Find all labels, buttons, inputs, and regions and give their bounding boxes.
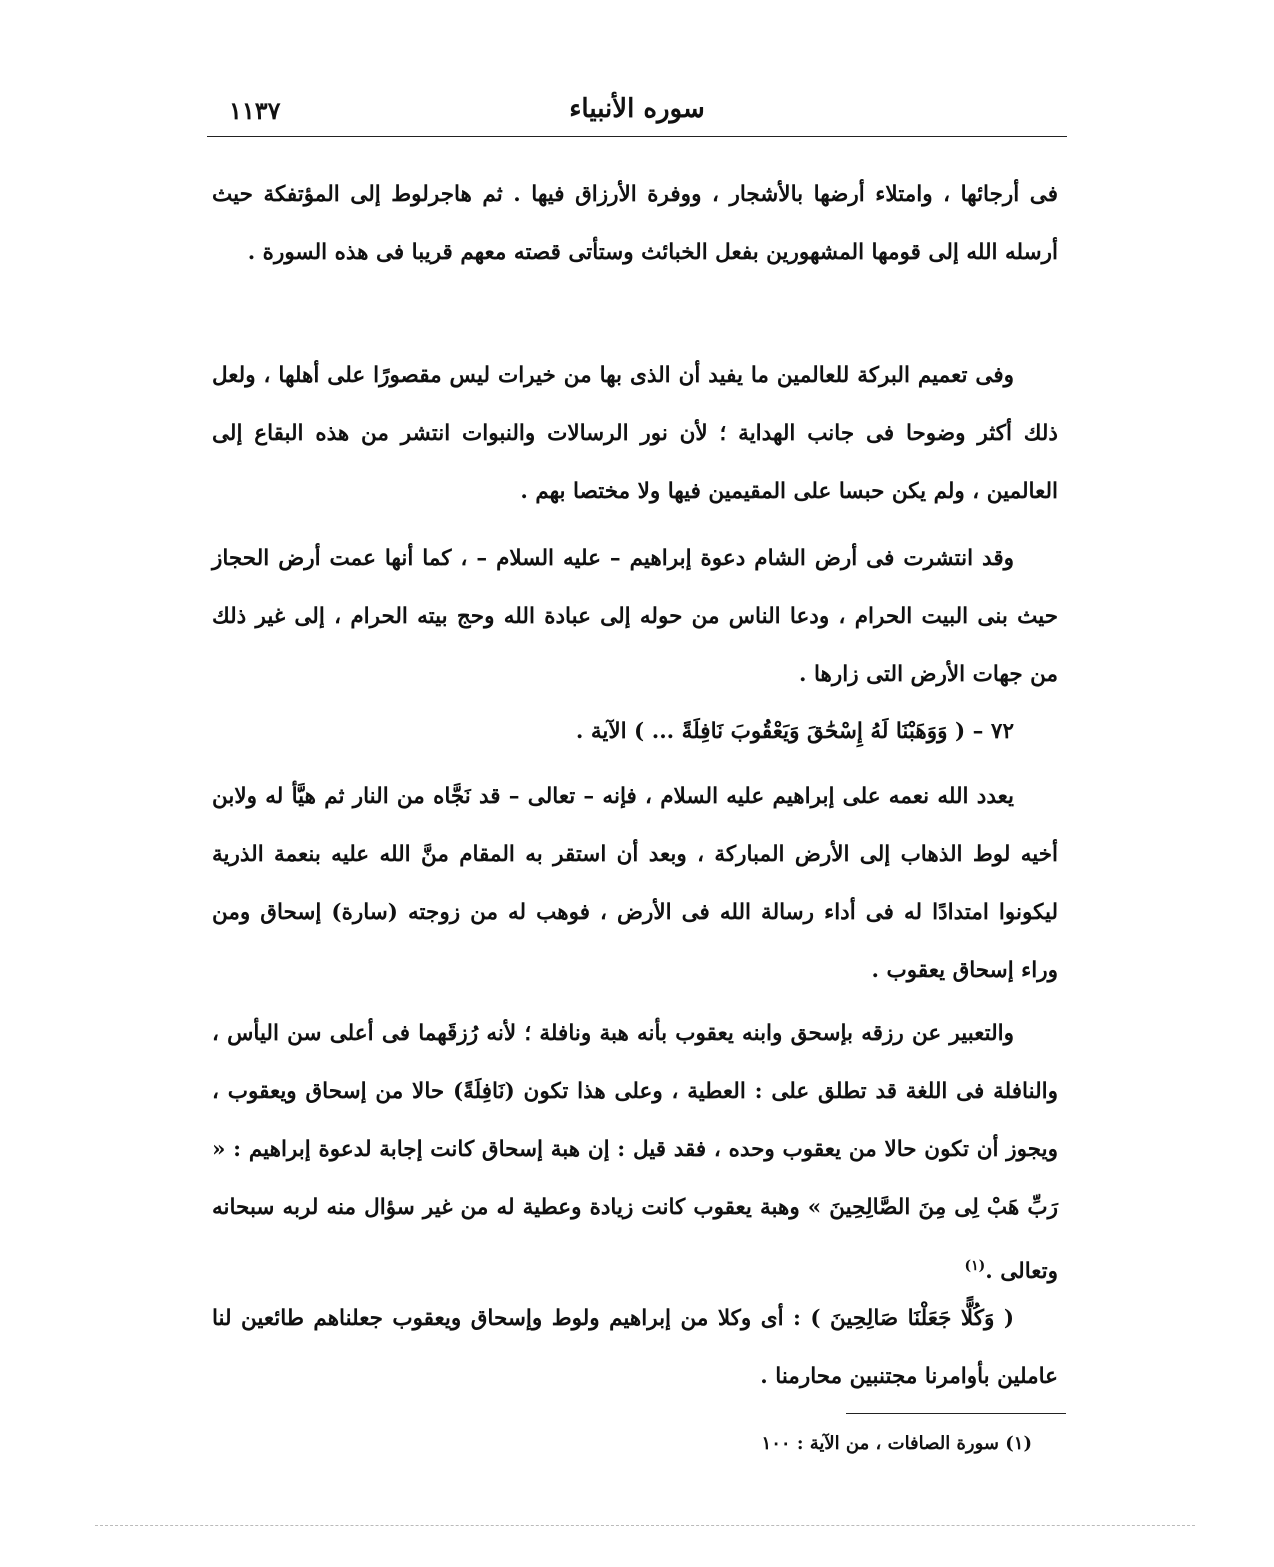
paragraph-4: يعدد الله نعمه على إبراهيم عليه السلام ، فإنه – تعالى – قد نَجَّاه من النار ثم هيَّأ له ولابن أخيه لوط الذهاب إلى الأرض المباركة ، وبعد أن استقر به المقام منَّ الله عليه بنعمة الذرية ليكونوا امتدادًا له فى أداء رسالة الله فى الأرض ، فوهب له من زوجته (سارة) إسحاق ومن وراء إسحاق يعقوب .: [212, 784, 1058, 983]
paragraph-6: ( وَكُلًّا جَعَلْنَا صَالِحِينَ ) : أى وكلا من إبراهيم ولوط وإسحاق ويعقوب جعلناهم طائعين لنا عاملين بأوامرنا مجتنبين محارمنا .: [212, 1306, 1058, 1389]
page-header: [207, 92, 1067, 137]
page-number: ١١٣٧: [229, 96, 281, 125]
scan-edge-line: [95, 1525, 1195, 1526]
paragraph-2: وفى تعميم البركة للعالمين ما يفيد أن الذى بها من خيرات ليس مقصورًا على أهلها ، ولعل ذلك أكثر وضوحا فى جانب الهداية ؛ لأن نور الرسالات والنبوات انتشر من هذه البقاع إلى العالمين ، ولم يكن حبسا على المقيمين فيها ولا مختصا بهم .: [212, 363, 1058, 504]
paragraph-3: وقد انتشرت فى أرض الشام دعوة إبراهيم – عليه السلام – ، كما أنها عمت أرض الحجاز حيث بنى البيت الحرام ، ودعا الناس من حوله إلى عبادة الله وحج بيته الحرام ، إلى غير ذلك من جهات الأرض التى زارها .: [212, 546, 1058, 687]
paragraph-5: [212, 1005, 1058, 1301]
verse-heading-72: ٧٢ – ( وَوَهَبْنَا لَهُ إِسْحَٰقَ وَيَعْقُوبَ نَافِلَةً ... ) الآية .: [575, 719, 1014, 744]
paragraph-1: فى أرجائها ، وامتلاء أرضها بالأشجار ، ووفرة الأرزاق فيها . ثم هاجرلوط إلى المؤتفكة حيث أرسله الله إلى قومها المشهورين بفعل الخبائث وستأتى قصته معهم قريبا فى هذه السورة .: [212, 182, 1058, 265]
footnote: (١) سورة الصافات ، من الآية : ١٠٠: [761, 1433, 1032, 1454]
footnote-marker: (١): [964, 1258, 986, 1274]
paragraph-5-text: والتعبير عن رزقه بإسحق وابنه يعقوب بأنه هبة ونافلة ؛ لأنه رُزقَهما فى أعلى سن اليأس ، والنافلة فى اللغة قد تطلق على : العطية ، وعلى هذا تكون (نَافِلَةً) حالا من إسحاق ويعقوب ، ويجوز أن تكون حالا من يعقوب وحده ، فقد قيل : إن هبة إسحاق كانت إجابة لدعوة إبراهيم : « رَبِّ هَبْ لِى مِنَ الصَّالِحِينَ » وهبة يعقوب كانت زيادة وعطية له من غير سؤال منه لربه سبحانه وتعالى .: [212, 1021, 1058, 1285]
footnote-separator: [846, 1413, 1066, 1414]
surah-title: سوره الأنبياء: [569, 94, 705, 124]
